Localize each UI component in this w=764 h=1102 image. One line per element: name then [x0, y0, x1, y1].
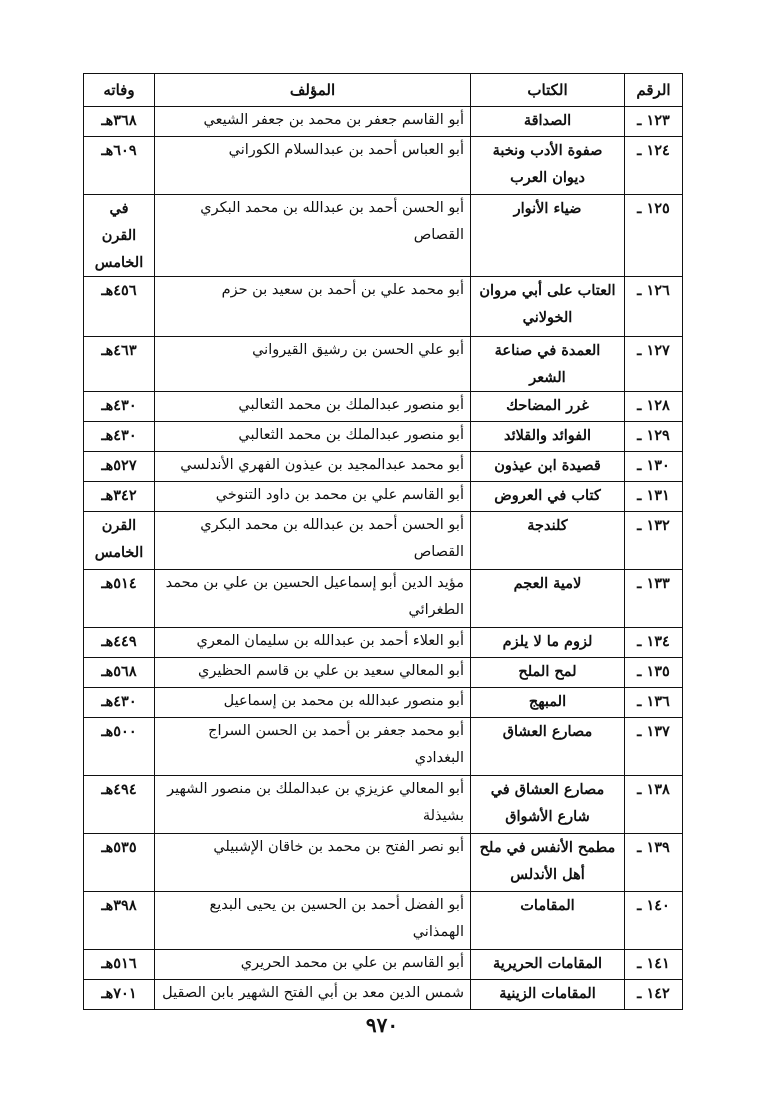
row-author: مؤيد الدين أبو إسماعيل الحسين بن علي بن محمد الطغرائي [155, 570, 471, 628]
row-author: أبو نصر الفتح بن محمد بن خاقان الإشبيلي [155, 834, 471, 892]
row-death: ٤٣٠هـ [84, 422, 155, 452]
row-number: ١٤٠ ـ [625, 892, 683, 950]
row-book: مصارع العشاق في شارع الأشواق [471, 776, 625, 834]
row-number: ١٣٤ ـ [625, 628, 683, 658]
row-number: ١٢٦ ـ [625, 277, 683, 337]
row-death: في القرن الخامس [84, 195, 155, 277]
row-number: ١٢٧ ـ [625, 337, 683, 392]
table-row [84, 137, 683, 195]
header-author: المؤلف [155, 74, 471, 107]
row-book: المبهج [471, 688, 625, 718]
row-death: ٣٤٢هـ [84, 482, 155, 512]
table-row [84, 718, 683, 776]
table-row [84, 392, 683, 422]
header-book: الكتاب [471, 74, 625, 107]
row-author: أبو محمد جعفر بن أحمد بن الحسن السراج البغدادي [155, 718, 471, 776]
row-author: أبو محمد عبدالمجيد بن عيذون الفهري الأندلسي [155, 452, 471, 482]
row-author: أبو المعالي سعيد بن علي بن قاسم الحظيري [155, 658, 471, 688]
table-row [84, 452, 683, 482]
header-death: وفاته [84, 74, 155, 107]
row-book: لامية العجم [471, 570, 625, 628]
row-book: العتاب على أبي مروان الخولاني [471, 277, 625, 337]
row-book: كتاب في العروض [471, 482, 625, 512]
row-book: الصداقة [471, 107, 625, 137]
row-author: أبو منصور عبدالملك بن محمد الثعالبي [155, 392, 471, 422]
table-row [84, 950, 683, 980]
row-number: ١٣٢ ـ [625, 512, 683, 570]
table-row [84, 277, 683, 337]
row-number: ١٣٩ ـ [625, 834, 683, 892]
table-row [84, 570, 683, 628]
row-author: أبو العباس أحمد بن عبدالسلام الكوراني [155, 137, 471, 195]
row-book: كلندجة [471, 512, 625, 570]
row-book: صفوة الأدب ونخبة ديوان العرب [471, 137, 625, 195]
row-death: ٦٠٩هـ [84, 137, 155, 195]
row-number: ١٤١ ـ [625, 950, 683, 980]
row-book: العمدة في صناعة الشعر [471, 337, 625, 392]
table-row [84, 892, 683, 950]
row-author: أبو المعالي عزيزي بن عبدالملك بن منصور الشهير بشيذلة [155, 776, 471, 834]
row-book: الفوائد والقلائد [471, 422, 625, 452]
row-number: ١٢٤ ـ [625, 137, 683, 195]
row-number: ١٢٨ ـ [625, 392, 683, 422]
row-author: أبو الحسن أحمد بن عبدالله بن محمد البكري القصاص [155, 512, 471, 570]
row-death: ٤٦٣هـ [84, 337, 155, 392]
row-book: مصارع العشاق [471, 718, 625, 776]
row-number: ١٣٧ ـ [625, 718, 683, 776]
table-row [84, 658, 683, 688]
row-death: القرن الخامس [84, 512, 155, 570]
row-death: ٣٦٨هـ [84, 107, 155, 137]
row-number: ١٢٣ ـ [625, 107, 683, 137]
table-row [84, 776, 683, 834]
row-author: أبو القاسم بن علي بن محمد الحريري [155, 950, 471, 980]
row-author: شمس الدين معد بن أبي الفتح الشهير بابن الصقيل [155, 980, 471, 1010]
table-row [84, 834, 683, 892]
row-number: ١٤٢ ـ [625, 980, 683, 1010]
books-table [83, 73, 683, 1010]
row-death: ٤٩٤هـ [84, 776, 155, 834]
table-row [84, 422, 683, 452]
page-number: ٩٧٠ [365, 1013, 399, 1037]
table-row [84, 628, 683, 658]
row-book: مطمح الأنفس في ملح أهل الأندلس [471, 834, 625, 892]
row-number: ١٢٩ ـ [625, 422, 683, 452]
table-row [84, 980, 683, 1010]
row-death: ٥٢٧هـ [84, 452, 155, 482]
table-row [84, 195, 683, 277]
table-row [84, 512, 683, 570]
row-number: ١٣١ ـ [625, 482, 683, 512]
row-death: ٥٣٥هـ [84, 834, 155, 892]
row-author: أبو العلاء أحمد بن عبدالله بن سليمان المعري [155, 628, 471, 658]
row-author: أبو القاسم جعفر بن محمد بن جعفر الشيعي [155, 107, 471, 137]
row-death: ٤٥٦هـ [84, 277, 155, 337]
row-number: ١٣٥ ـ [625, 658, 683, 688]
row-death: ٤٣٠هـ [84, 688, 155, 718]
row-author: أبو الحسن أحمد بن عبدالله بن محمد البكري القصاص [155, 195, 471, 277]
row-book: قصيدة ابن عيذون [471, 452, 625, 482]
row-book: لزوم ما لا يلزم [471, 628, 625, 658]
row-book: غرر المضاحك [471, 392, 625, 422]
row-death: ٥١٦هـ [84, 950, 155, 980]
row-number: ١٣٦ ـ [625, 688, 683, 718]
table-header-row [84, 74, 683, 107]
row-number: ١٢٥ ـ [625, 195, 683, 277]
row-death: ٥١٤هـ [84, 570, 155, 628]
table-row [84, 337, 683, 392]
table-row [84, 482, 683, 512]
row-death: ٣٩٨هـ [84, 892, 155, 950]
row-book: ضياء الأنوار [471, 195, 625, 277]
table-row [84, 107, 683, 137]
row-author: أبو منصور عبدالملك بن محمد الثعالبي [155, 422, 471, 452]
row-author: أبو القاسم علي بن محمد بن داود التنوخي [155, 482, 471, 512]
row-book: المقامات الحريرية [471, 950, 625, 980]
row-number: ١٣٠ ـ [625, 452, 683, 482]
row-number: ١٣٣ ـ [625, 570, 683, 628]
row-book: المقامات الزينية [471, 980, 625, 1010]
row-author: أبو محمد علي بن أحمد بن سعيد بن حزم [155, 277, 471, 337]
row-number: ١٣٨ ـ [625, 776, 683, 834]
row-death: ٤٣٠هـ [84, 392, 155, 422]
row-author: أبو منصور عبدالله بن محمد بن إسماعيل [155, 688, 471, 718]
row-death: ٤٤٩هـ [84, 628, 155, 658]
table-row [84, 688, 683, 718]
row-author: أبو الفضل أحمد بن الحسين بن يحيى البديع الهمذاني [155, 892, 471, 950]
row-book: المقامات [471, 892, 625, 950]
row-death: ٥٦٨هـ [84, 658, 155, 688]
row-death: ٧٠١هـ [84, 980, 155, 1010]
header-number: الرقم [625, 74, 683, 107]
row-book: لمح الملح [471, 658, 625, 688]
row-author: أبو علي الحسن بن رشيق القيرواني [155, 337, 471, 392]
row-death: ٥٠٠هـ [84, 718, 155, 776]
